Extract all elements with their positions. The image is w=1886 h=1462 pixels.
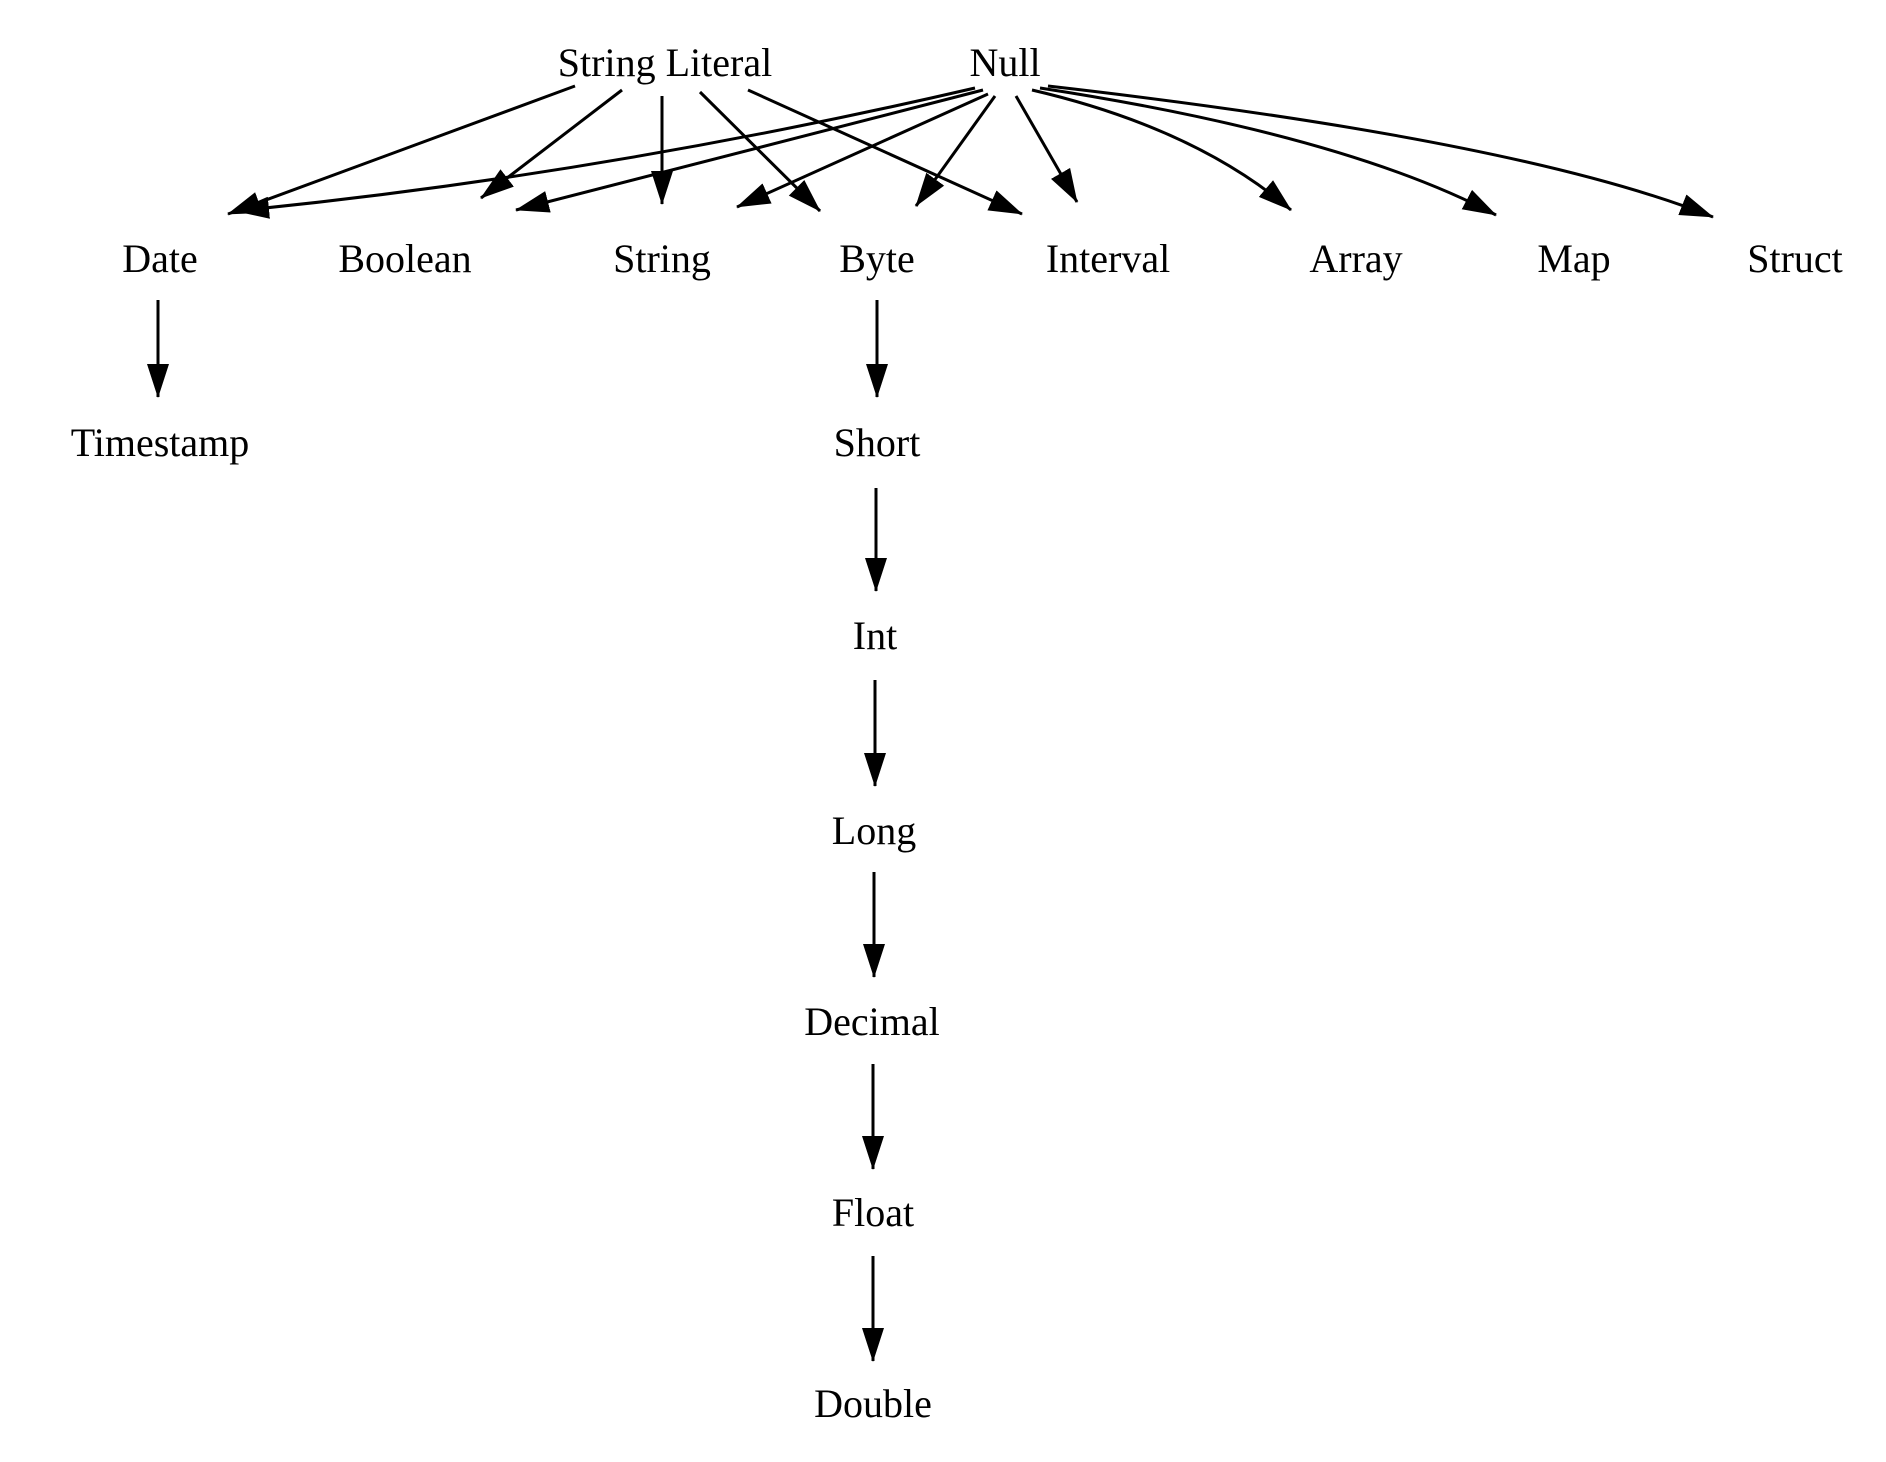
node-string: String [613, 236, 711, 281]
nodes-layer [71, 40, 1843, 1426]
edge-string-literal-to-date [228, 86, 575, 214]
edge-null-to-map [1040, 88, 1496, 215]
node-decimal: Decimal [804, 999, 940, 1044]
node-null: Null [969, 40, 1041, 85]
node-string-literal: String Literal [557, 40, 773, 85]
node-interval: Interval [1045, 236, 1171, 281]
node-timestamp: Timestamp [70, 420, 250, 465]
edge-string-literal-to-boolean [481, 90, 622, 198]
node-long: Long [831, 808, 917, 853]
edge-null-to-boolean [516, 90, 983, 210]
node-struct: Struct [1747, 236, 1843, 281]
node-float: Float [831, 1190, 915, 1235]
node-boolean: Boolean [338, 236, 472, 281]
node-short: Short [833, 420, 921, 465]
edge-null-to-byte [916, 96, 995, 206]
edge-string-literal-to-byte [700, 92, 820, 211]
node-array: Array [1309, 236, 1403, 281]
node-map: Map [1537, 236, 1611, 281]
edge-null-to-interval [1016, 96, 1077, 202]
node-byte: Byte [839, 236, 915, 281]
node-date: Date [122, 236, 198, 281]
edge-null-to-string [737, 94, 988, 207]
node-double: Double [814, 1381, 932, 1426]
node-int: Int [852, 613, 898, 658]
